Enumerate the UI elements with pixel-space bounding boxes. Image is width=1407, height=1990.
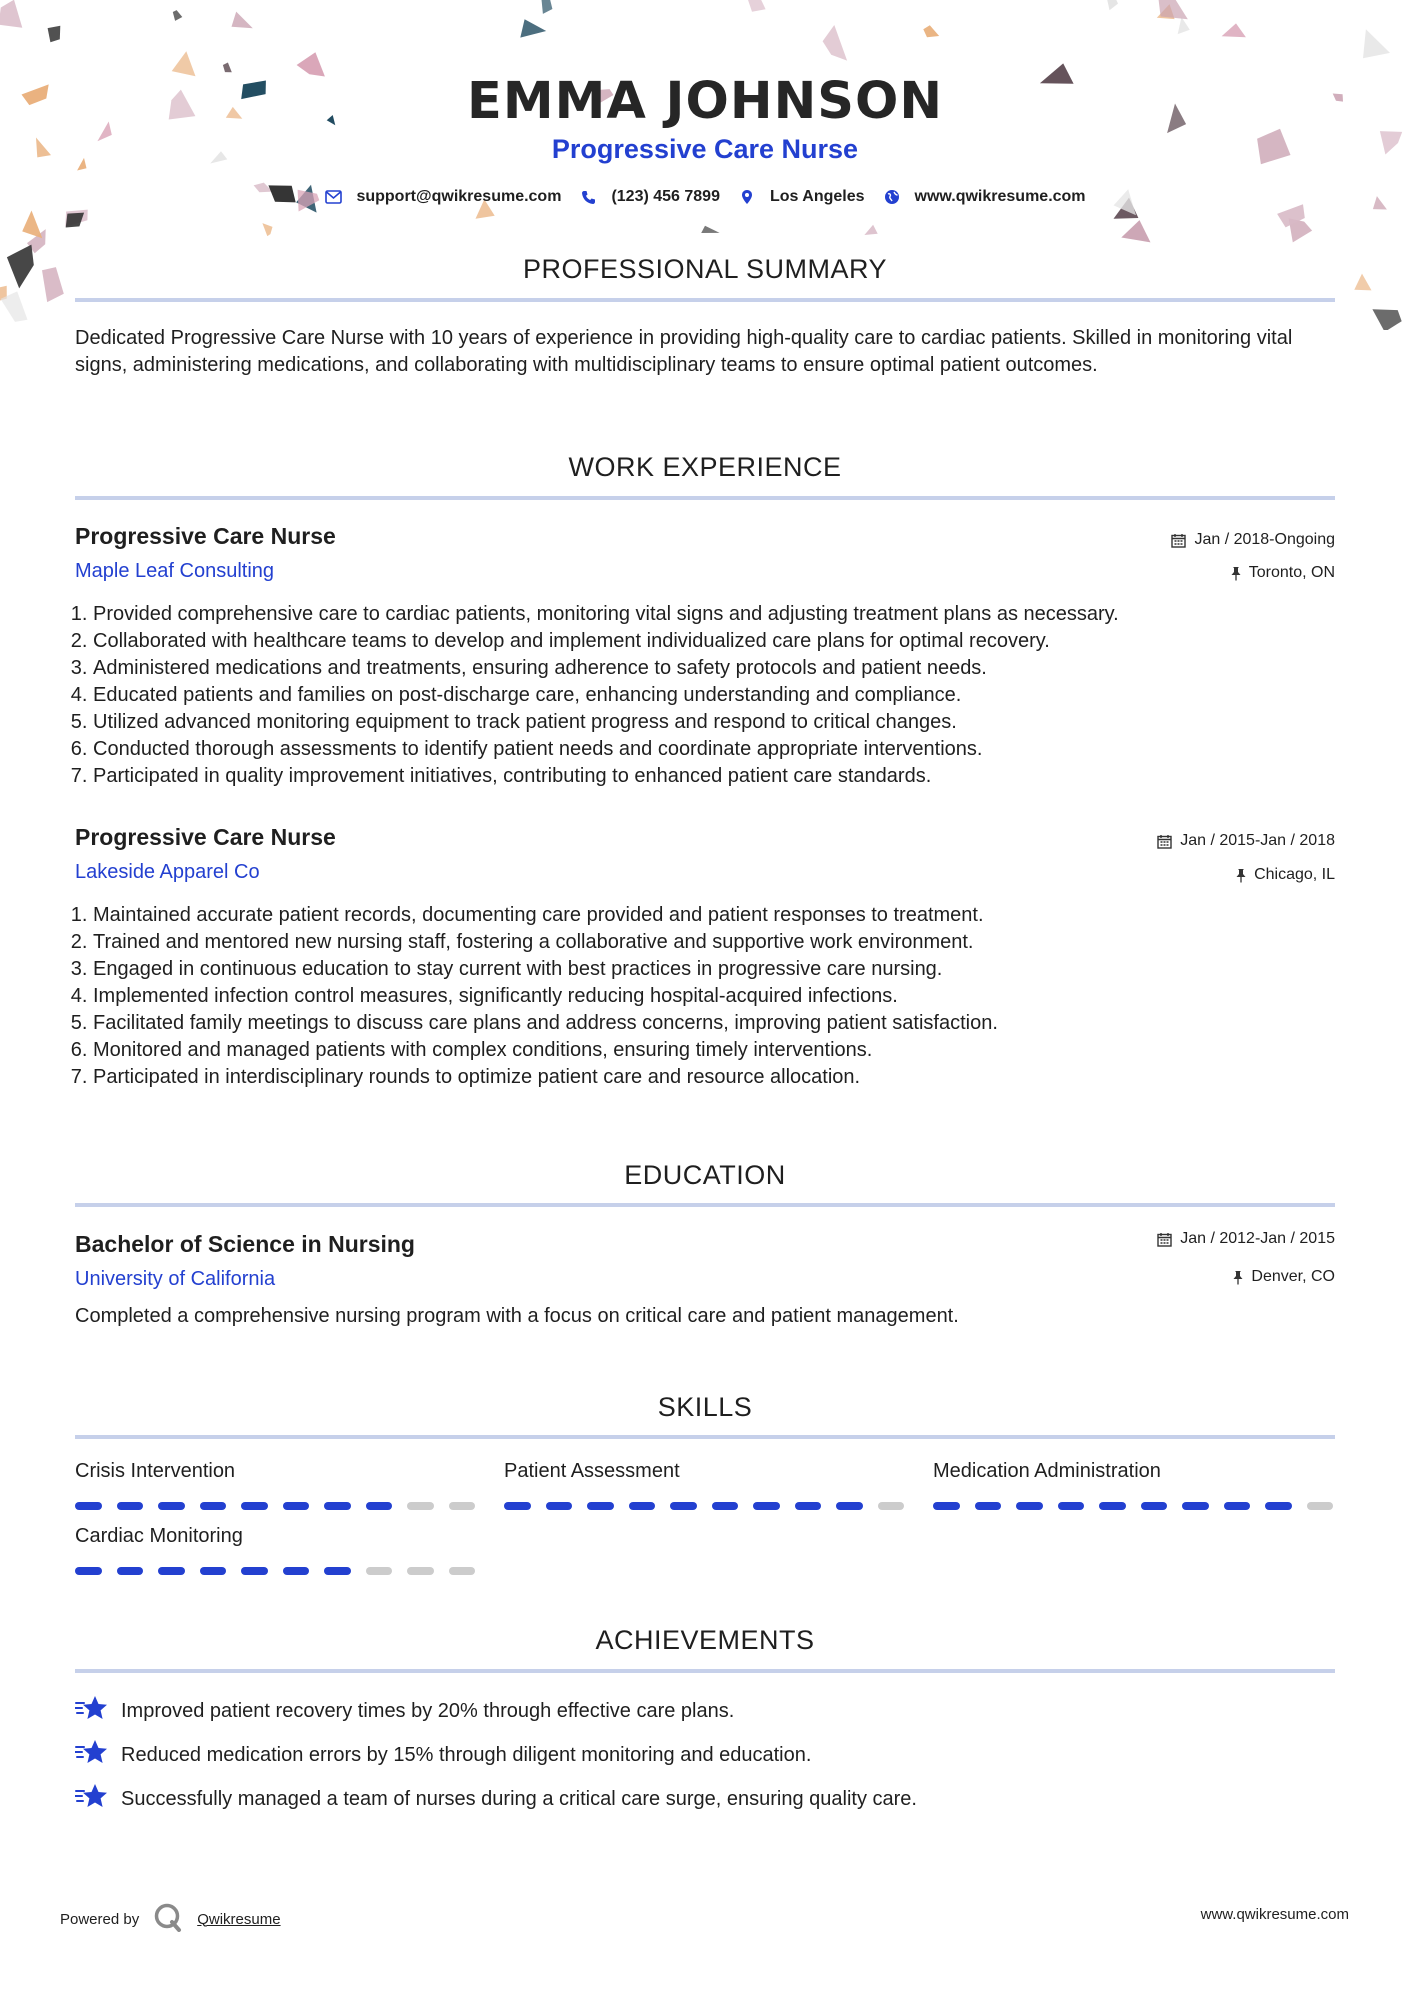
skill-dot-filled [158,1567,185,1575]
skill-dot-filled [200,1567,227,1575]
skill-dot-filled [1265,1502,1292,1510]
achievement-text: Reduced medication errors by 15% through diligent monitoring and education. [121,1743,812,1766]
skill-dot-filled [504,1502,531,1510]
skill-dot-empty [407,1502,434,1510]
education-degree: Bachelor of Science in Nursing [75,1231,415,1257]
job-2-bullet: 7. Participated in interdisciplinary rounds to optimize patient care and resource allocation. [93,1064,1333,1091]
education-school: University of California [75,1268,276,1290]
achievement-text: Successfully managed a team of nurses during a critical care surge, ensuring quality care. [121,1787,917,1810]
summary-text: Dedicated Progressive Care Nurse with 10 years of experience in providing high-quality care to cardiac patients. Skilled in monitoring vital signs, administering medications, and collaborating with multidisciplinary teams to ensure optimal patient outcomes. [75,327,1293,376]
skill-dot-filled [366,1502,393,1510]
skill-dot-empty [449,1567,476,1575]
confetti-piece [36,138,51,158]
pushpin-icon [1231,566,1241,581]
job-1-company: Maple Leaf Consulting [75,560,275,582]
confetti-piece [923,25,939,37]
skill-dot-filled [324,1502,351,1510]
confetti-piece [7,245,34,289]
job-2-bullet: 5. Facilitated family meetings to discuss care plans and address concerns, improving patient satisfaction. [93,1010,1333,1037]
job-1-bullet: 6. Conducted thorough assessments to identify patient needs and coordinate appropriate interventions. [93,736,1333,763]
summary-heading: PROFESSIONAL SUMMARY [522,254,888,284]
confetti-piece [66,213,84,228]
skill-dot-filled [158,1502,185,1510]
skill-dot-filled [324,1567,351,1575]
confetti-piece [1363,29,1390,58]
star-icon [75,1782,109,1816]
skill-dot-filled [200,1502,227,1510]
skill-dot-empty [366,1567,393,1575]
job-2-company: Lakeside Apparel Co [75,861,260,883]
achievement-item [75,1782,917,1816]
skill-level-meter [75,1567,475,1575]
confetti-piece [42,267,64,302]
job-2-bullet: 6. Monitored and managed patients with complex conditions, ensuring timely interventions. [93,1037,1333,1064]
skill-dot-empty [449,1502,476,1510]
skill-dot-filled [795,1502,822,1510]
job-1-bullet: 1. Provided comprehensive care to cardiac patients, monitoring vital signs and adjusting treatment plans as necessary. [93,601,1333,628]
confetti-piece [864,225,877,235]
powered-by-label: Powered by [60,1910,140,1928]
skill-level-meter [504,1502,904,1510]
skill-dot-empty [878,1502,905,1510]
confetti-piece [1121,220,1150,242]
achievements-divider [75,1669,1335,1673]
pushpin-icon [1233,1270,1243,1285]
skill-dot-filled [712,1502,739,1510]
confetti-piece [1107,0,1118,10]
education-location-text: Denver, CO [1251,1268,1335,1285]
job-1-responsibilities [75,601,1333,790]
confetti-piece [1222,23,1246,37]
job-1-bullet: 3. Administered medications and treatments, ensuring adherence to safety protocols and patient needs. [93,655,1333,682]
skill-dot-filled [933,1502,960,1510]
job-1-bullet: 5. Utilized advanced monitoring equipment to track patient progress and respond to critical changes. [93,709,1333,736]
skill-dot-filled [629,1502,656,1510]
candidate-name: EMMA JOHNSON [466,72,944,131]
job-2-location-text: Chicago, IL [1254,866,1335,883]
map-pin-icon [738,188,756,206]
job-2-bullet: 2. Trained and mentored new nursing staff, fostering a collaborative and supportive work environment. [93,929,1333,956]
skill-item [75,1460,475,1510]
envelope-icon [324,188,342,206]
pushpin-icon [1236,868,1246,883]
qwikresume-link[interactable]: Qwikresume [197,1910,281,1928]
skill-dot-filled [670,1502,697,1510]
skill-dot-filled [1058,1502,1085,1510]
skill-dot-empty [1307,1502,1334,1510]
job-2-dates [1157,832,1335,850]
contact-bar [75,188,1335,206]
education-description: Completed a comprehensive nursing program with a focus on critical care and patient management. [75,1305,959,1327]
education-location [1233,1268,1335,1286]
job-1-location-text: Toronto, ON [1248,564,1335,581]
star-icon [75,1694,109,1728]
skill-dot-filled [241,1567,268,1575]
skill-dot-filled [283,1502,310,1510]
confetti-piece [1178,17,1190,34]
skill-dot-filled [75,1567,102,1575]
skill-dot-filled [283,1567,310,1575]
confetti-piece [823,25,848,61]
job-1-bullet: 4. Educated patients and families on post-discharge care, enhancing understanding and compliance. [93,682,1333,709]
confetti-piece [1158,0,1188,19]
skill-name: Medication Administration [933,1460,1161,1482]
confetti-piece [542,0,553,14]
skill-dot-filled [587,1502,614,1510]
calendar-icon [1157,1232,1172,1247]
job-1-dates [1171,531,1335,549]
confetti-piece [747,0,765,12]
job-1-dates-text: Jan / 2018-Ongoing [1194,531,1335,548]
skill-dot-filled [117,1567,144,1575]
confetti-piece [22,211,42,239]
calendar-icon [1157,834,1172,849]
skill-level-meter [75,1502,475,1510]
confetti-piece [48,26,61,42]
footer-site[interactable]: www.qwikresume.com [1200,1906,1349,1923]
confetti-piece [22,84,49,105]
education-dates [1157,1230,1335,1248]
skill-item [933,1460,1333,1510]
achievement-item [75,1694,734,1728]
job-2-location [1236,866,1335,884]
confetti-piece [1372,309,1401,330]
skills-divider [75,1435,1335,1439]
skill-name: Patient Assessment [504,1460,680,1482]
globe-icon [883,188,901,206]
job-2-responsibilities [75,902,1333,1091]
summary-divider [75,298,1335,302]
contact-phone-text: (123) 456 7899 [611,188,720,205]
confetti-piece [701,226,719,233]
skill-dot-filled [1224,1502,1251,1510]
phone-icon [579,188,597,206]
achievements-heading: ACHIEVEMENTS [595,1625,815,1655]
confetti-piece [1373,196,1387,209]
job-1-bullet: 2. Collaborated with healthcare teams to develop and implement individualized care plans for optimal recovery. [93,628,1333,655]
skill-dot-filled [1016,1502,1043,1510]
contact-location [738,188,865,206]
skills-heading: SKILLS [657,1392,753,1422]
confetti-piece [1380,131,1402,154]
job-2-title: Progressive Care Nurse [75,824,336,850]
education-dates-text: Jan / 2012-Jan / 2015 [1180,1230,1335,1247]
job-2-bullet: 4. Implemented infection control measures, significantly reducing hospital-acquired infections. [93,983,1333,1010]
skill-item [504,1460,904,1510]
skill-item [75,1525,475,1575]
contact-phone[interactable] [579,188,720,206]
skill-dot-filled [546,1502,573,1510]
skill-dot-filled [117,1502,144,1510]
confetti-piece [1354,274,1371,291]
contact-location-text: Los Angeles [769,188,865,205]
experience-divider [75,496,1335,500]
skill-dot-filled [975,1502,1002,1510]
confetti-piece [520,19,546,37]
qwikresume-logo-icon [153,1902,183,1936]
skill-dot-filled [1141,1502,1168,1510]
footer-powered-by [60,1902,281,1936]
skill-name: Cardiac Monitoring [75,1525,243,1547]
job-2-dates-text: Jan / 2015-Jan / 2018 [1180,832,1335,849]
job-1-location [1231,564,1335,582]
education-divider [75,1203,1335,1207]
achievement-item [75,1738,811,1772]
achievement-text: Improved patient recovery times by 20% through effective care plans. [121,1699,735,1722]
skill-name: Crisis Intervention [75,1460,236,1482]
job-2-bullet: 3. Engaged in continuous education to stay current with best practices in progressive care nursing. [93,956,1333,983]
contact-website-text: www.qwikresume.com [914,188,1086,205]
job-1-bullet: 7. Participated in quality improvement initiatives, contributing to enhanced patient care standards. [93,763,1333,790]
skill-dot-filled [1099,1502,1126,1510]
candidate-role: Progressive Care Nurse [551,134,859,164]
education-heading: EDUCATION [624,1160,786,1190]
skill-dot-filled [75,1502,102,1510]
skill-level-meter [933,1502,1333,1510]
skill-dot-filled [241,1502,268,1510]
contact-email[interactable] [324,188,561,206]
skill-dot-empty [407,1567,434,1575]
contact-website[interactable] [883,188,1086,206]
calendar-icon [1171,533,1186,548]
skill-dot-filled [836,1502,863,1510]
skill-dot-filled [753,1502,780,1510]
skill-dot-filled [1182,1502,1209,1510]
confetti-piece [232,12,253,29]
confetti-piece [262,223,272,236]
job-2-bullet: 1. Maintained accurate patient records, documenting care provided and patient responses to treatment. [93,902,1333,929]
confetti-piece [223,63,232,73]
contact-email-text: support@qwikresume.com [356,188,562,205]
confetti-piece [0,0,22,28]
star-icon [75,1738,109,1772]
experience-heading: WORK EXPERIENCE [568,452,842,482]
confetti-piece [173,10,183,21]
job-1-title: Progressive Care Nurse [75,523,336,549]
